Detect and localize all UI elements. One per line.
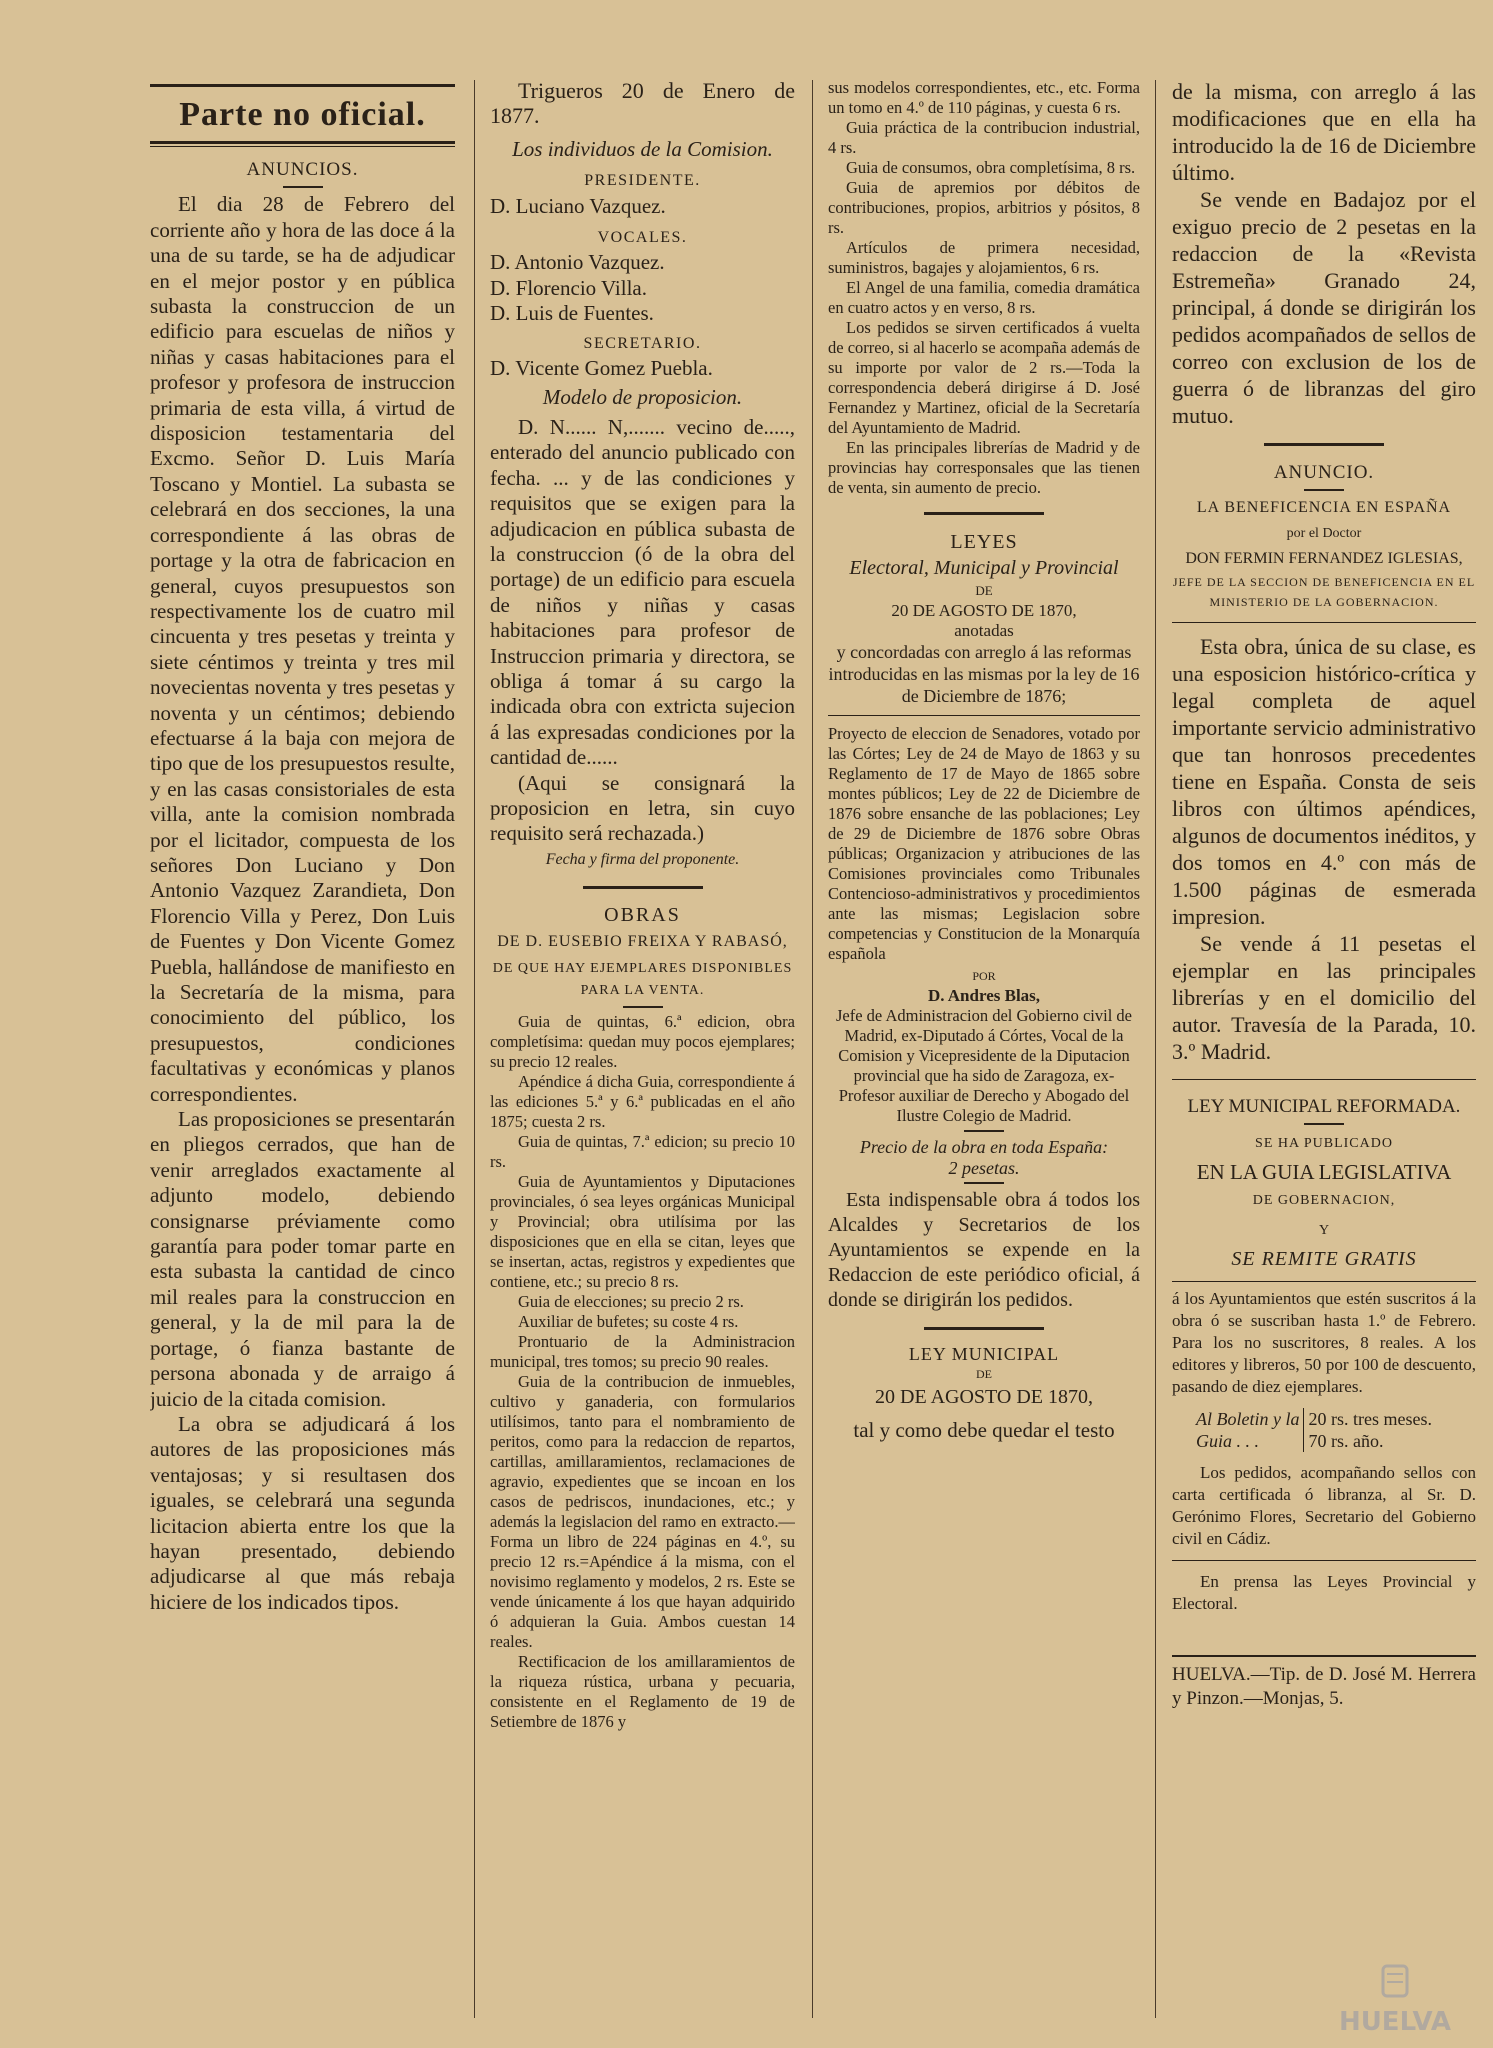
paragraph: Los pedidos, acompañando sellos con carta certificada ó libranza, al Sr. D. Gerónimo Flores, Secretario del Gobierno civil en Cádiz. [1172,1463,1476,1549]
divider [150,84,455,87]
y-label: Y [1318,1222,1330,1238]
divider [1172,1560,1476,1561]
list-item: Guia de Ayuntamientos y Diputaciones provinciales, ó sea leyes orgánicas Municipal y Provincial; obra utilísima por las disposiciones que en ella se citan, leyes que se insertan, actas, registros y expedientes que contiene, etc.; su precio 8 rs. [490,1172,795,1291]
leyes-de: DE [975,583,993,598]
committee-title: Los individuos de la Comision. [512,136,773,161]
benef-por: por el Doctor [1286,525,1362,541]
list-item: Guia de elecciones; su precio 2 rs. [518,1292,744,1311]
column-1 [150,78,455,2028]
vocal-name: D. Antonio Vazquez. [490,250,665,275]
list-item: Prontuario de la Administracion municipal, tres tomos; su precio 90 reales. [490,1332,795,1371]
leyes-anotadas: anotadas [954,621,1014,640]
list-item: Los pedidos se sirven certificados á vuelta de correo, si al hacerlo se acompaña además de su importe por valor de 2 rs.—Toda la correspondencia deberá dirigirse á D. José Fernandez y Martinez, oficial de la Secretaría del Ayuntamiento de Madrid. [828,318,1140,437]
paragraph: La obra se adjudicará á los autores de las proposiciones más ventajosas; y si resultasen dos iguales, se celebrará una segunda licitacion abierta entre los que la hayan presentado, debiendo adjudicarse al que más rebaja hiciere de los indicados tipos. [150,1411,455,1614]
anuncio-heading: ANUNCIO. [1273,462,1375,483]
column-3 [828,78,1140,2028]
column-rule [812,80,813,2018]
leyes-text: Proyecto de eleccion de Senadores, votado por las Córtes; Ley de 24 de Mayo de 1863 y su Reglamento de 17 de Mayo de 1865 sobre montes públicos; Ley de 22 de Diciembre de 1876 sobre ensanche de las poblaciones; Ley de 29 de Diciembre de 1876 sobre Obras públicas; Organizacion y atribuciones de las Comisiones provinciales como Tribunales Contencioso-administrativos y procedimientos ante las mismas; Legislacion sobre competencias y Constitucion de la Monarquía española [828,724,1140,963]
divider [964,1182,1004,1184]
guia-label: EN LA GUIA LEGISLATIVA [1196,1160,1452,1185]
divider [623,1006,663,1008]
list-item: Artículos de primera necesidad, suministros, bagajes y alojamientos, 6 rs. [828,238,1140,277]
sub-label: Guia . . . [1196,1431,1259,1452]
ley-reformada-title: LEY MUNICIPAL REFORMADA. [1187,1095,1461,1117]
ley-municipal-text: tal y como debe quedar el testo [853,1418,1115,1442]
list-item: Rectificacion de los amillaramientos de la riqueza rústica, urbana y pecuaria, consistente en el Reglamento de 19 de Setiembre de 1876 y [490,1652,795,1731]
gratis-label: SE REMITE GRATIS [1231,1248,1417,1271]
author-desc: Jefe de Administracion del Gobierno civil de Madrid, ex-Diputado á Córtes, Vocal de la Comision y Vicepresidente de la Diputacion provincial que ha sido de Zaragoza, ex-Profesor auxiliar de Derecho y Abogado del Ilustre Colegio de Madrid. [835,1006,1132,1125]
paragraph: á los Ayuntamientos que estén suscritos á la obra ó se suscriban hasta 1.º de Febrero. Para los no suscritores, 8 reales. A los editores y libreros, 50 por 100 de descuento, pasando de diez ejemplares. [1172,1289,1476,1397]
obras-author: DE D. EUSEBIO FREIXA Y RABASÓ, [497,932,788,950]
benef-author: DON FERMIN FERNANDEZ IGLESIAS, [1185,550,1463,568]
author-name: D. Andres Blas, [927,986,1041,1005]
paragraph: Las proposiciones se presentarán en pliegos cerrados, que han de venir arreglados exactamente al adjunto modelo, debiendo consignarse préviamente como garantía para poder tomar parte en esta subasta la cantidad de cinco mil reales para la construccion en general, y la de mil para la de portage, ó fianza bastante de persona abonada y de arraigo á juicio de la citada comision. [150,1107,455,1411]
leyes-date: 20 DE AGOSTO DE 1870, [891,601,1077,620]
section-title: Parte no oficial. [179,96,426,133]
paragraph: Esta obra, única de su clase, es una esposicion histórico-crítica y legal completa de aquel importante servicio administrativo que tan honrosos precedentes tiene en España. Consta de seis libros con últimos apéndices, algunos de documentos inéditos, y dos tomos en 4.º con más de 1.500 páginas de esmerada impresion. [1172,633,1476,929]
list-item: Guia de consumos, obra completísima, 8 rs. [846,158,1136,177]
vocal-name: D. Luis de Fuentes. [490,301,654,326]
divider [1172,1079,1476,1080]
secretario-label: SECRETARIO. [583,334,702,352]
sub-label: Al Boletin y la [1196,1409,1300,1430]
watermark-text: HUELVA [1338,2007,1452,2037]
presidente-name: D. Luciano Vazquez. [490,193,666,218]
por-label: POR [972,969,996,983]
paragraph: Se vende á 11 pesetas el ejemplar en las principales librerías y en el domicilio del autor. Travesía de la Parada, 10. 3.º Madrid. [1172,930,1476,1064]
secretario-name: D. Vicente Gomez Puebla. [490,356,713,381]
crest-icon [1375,1960,1415,2000]
list-item: Guia de quintas, 7.ª edicion; su precio 10 rs. [490,1132,795,1171]
price-value: 2 pesetas. [948,1158,1020,1178]
imprint-footer: HUELVA.—Tip. de D. José M. Herrera y Pinzon.—Monjas, 5. [1172,1655,1476,1711]
paragraph: En prensa las Leyes Provincial y Electoral. [1172,1572,1476,1614]
paragraph: El dia 28 de Febrero del corriente año y hora de las doce á la una de su tarde, se ha de adjudicar en el mejor postor y en pública subasta la construccion de un edificio para escuelas de niños y niñas y casas habitaciones para el profesor y profesora de instruccion primaria de esta villa, á virtud de disposicion testamentaria del Excmo. Señor D. Luis María Toscano y Montiel. La subasta se celebrará en dos secciones, la una correspondiente á las obras de portage y la otra de fabricacion en general, cuyos presupuestos son respectivamente los de cuatro mil cincuenta y tres pesetas y treinta y siete céntimos y treinta y tres mil novecientas noventa y tres pesetas y noventa y un céntimos; debiendo efectuarse á la baja con mejora de tipo que de los presupuestos resulte, y en las casas consistoriales de esta villa, ante la comision nombrada por el licitador, compuesta de los señores Don Luciano y Don Antonio Vazquez Zarandieta, Don Florencio Villa y Perez, Don Luis de Fuentes y Don Vicente Gomez Puebla, hallándose de manifiesto en la Secretaría de la misma, para conocimiento del público, los presupuestos, condiciones facultativas y económicas y planos correspondientes. [150,192,455,1106]
watermark-logo [1325,1960,1465,2037]
list-item: Guia práctica de la contribucion industrial, 4 rs. [828,118,1140,157]
column-rule [474,80,475,2018]
paragraph: D. N...... N,....... vecino de....., enterado del anuncio publicado con fecha. ... y de las condiciones y requisitos que se exigen para la adjudicacion en pública subasta de la construccion (ó de la obra del portage) de un edificio para escuela de niños y niñas y casas habitaciones para profesor de Instruccion primaria y directora, se obliga á tomar á su cargo la indicada obra con extricta sujecion á las expresadas condiciones por la cantidad de...... [490,414,795,770]
list-item: Guia de la contribucion de inmuebles, cultivo y ganaderia, con formularios utilísimos, tanto para el nombramiento de peritos, como para la redaccion de repartos, cartillas, amillaramientos, reclamaciones de agravio, expedientes que se incoan en los casos de pedriscos, inundaciones, etc.; y además la legislacion del ramo en extracto.—Forma un libro de 224 páginas en 4.º, su precio 12 rs.=Apéndice á la misma, con el novisimo reglamento y modelos, 2 rs. Este se vende únicamente á los que hayan adquirido ó adquieran la Guia. Ambos cuestan 14 reales. [490,1372,795,1651]
sub-price: 20 rs. tres meses. [1308,1409,1432,1430]
list-item: Guia de apremios por débitos de contribuciones, propios, arbitrios y pósitos, 8 rs. [828,178,1140,237]
divider [1304,489,1344,491]
vocal-name: D. Florencio Villa. [490,275,647,300]
benef-title: LA BENEFICENCIA EN ESPAÑA [1196,499,1452,517]
divider [828,715,1140,716]
divider [1304,1123,1344,1125]
paragraph: de la misma, con arreglo á las modificaciones que en ella ha introducido la de 16 de Diciembre último. [1172,79,1476,185]
signature-line: Fecha y firma del proponente. [545,850,740,868]
list-item: Apéndice á dicha Guia, correspondiente á las ediciones 5.ª y 6.ª publicadas en el año 1875; cuesta 2 rs. [490,1072,795,1131]
divider [1172,1281,1476,1282]
list-item: Guia de quintas, 6.ª edicion, obra completísima: quedan muy pocos ejemplares; su precio 12 reales. [490,1012,795,1071]
subscription-right [1303,1408,1431,1452]
leyes-subtitle: Electoral, Municipal y Provincial [849,557,1119,579]
paragraph: Esta indispensable obra á todos los Alcaldes y Secretarios de los Ayuntamientos se expende en la Redaccion de este periódico oficial, á donde se dirigirán los pedidos. [828,1189,1140,1311]
modelo-title: Modelo de proposicion. [542,385,743,410]
price-label: Precio de la obra en toda España: [859,1137,1109,1157]
list-item: El Angel de una familia, comedia dramática en cuatro actos y en verso, 8 rs. [828,278,1140,317]
column-4 [1172,78,1476,2028]
obras-list [490,1012,795,1732]
obras-subtitle: DE QUE HAY EJEMPLARES DISPONIBLES PARA LA VENTA. [492,961,793,998]
divider [150,141,455,147]
ley-municipal-date: 20 DE AGOSTO DE 1870, [875,1386,1093,1408]
ley-municipal-title: LEY MUNICIPAL [908,1344,1060,1364]
ornament-rule [924,512,1044,515]
paragraph: (Aqui se consignará la proposicion en letra, sin cuyo requisito será rechazada.) [490,770,795,846]
leyes-concord: y concordadas con arreglo á las reformas introducidas en las mismas por la ley de 16 de Diciembre de 1876; [828,642,1140,706]
presidente-label: PRESIDENTE. [584,172,701,190]
ley-municipal-de: DE [976,1367,992,1381]
column-2 [490,78,795,2028]
ornament-rule [583,886,703,889]
obras-title: OBRAS [604,904,681,927]
divider [964,1130,1004,1132]
divider [283,186,323,188]
list-item: sus modelos correspondientes, etc., etc. Forma un tomo en 4.º de 110 páginas, y cuesta 6 rs. [828,78,1140,117]
paragraph: Se vende en Badajoz por el exiguo precio de 2 pesetas en la redaccion de la «Revista Estremeña» Granado 24, principal, á donde se dirigirán los pedidos acompañados de sellos de correo con exclusion de los de guerra ó de libranzas del giro mutuo. [1172,187,1476,428]
divider [1172,622,1476,623]
gobernacion-label: DE GOBERNACION, [1252,1193,1396,1209]
anuncios-heading: ANUNCIOS. [246,159,359,180]
list-item: Auxiliar de bufetes; su coste 4 rs. [518,1312,739,1331]
date-line: Trigueros 20 de Enero de 1877. [490,78,795,129]
sub-price: 70 rs. año. [1308,1431,1384,1452]
list-item: En las principales librerías de Madrid y de provincias hay corresponsales que las tienen de venta, sin aumento de precio. [828,438,1140,497]
ornament-rule [1264,443,1384,446]
subscription-left [1196,1408,1299,1452]
leyes-title: LEYES [950,531,1018,553]
publicado-label: SE HA PUBLICADO [1255,1136,1393,1152]
column-rule [1155,80,1156,2018]
ornament-rule [924,1327,1044,1330]
benef-jefe: JEFE DE LA SECCION DE BENEFICENCIA EN EL MINISTERIO DE LA GOBERNACION. [1172,574,1476,609]
subscription-table [1196,1408,1476,1452]
vocales-label: VOCALES. [597,229,688,247]
